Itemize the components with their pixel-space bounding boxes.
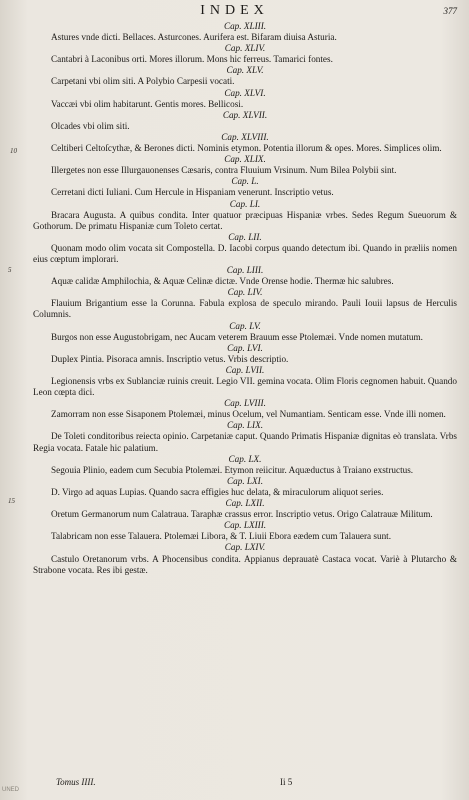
chapter-heading: Cap. XLV. bbox=[226, 65, 264, 76]
chapter-summary: Celtiberi Celtoſcythæ, & Berones dicti. Nominis etymon. Potentia illorum & opes. Mores. Simplices olim. bbox=[51, 143, 442, 154]
chapter-summary: Cerretani dicti Iuliani. Cum Hercule in Hispaniam venerunt. Inscriptio vetus. bbox=[51, 187, 334, 198]
chapter-heading: Cap. LIX. bbox=[227, 420, 263, 431]
chapter-summary: Astures vnde dicti. Bellaces. Asturcones. Aurifera est. Bifaram diuisa Asturia. bbox=[51, 32, 337, 43]
chapter-summary: De Toleti conditoribus reiecta opinio. Carpetaniæ caput. Quando Primatis Hispaniæ dignitas eò translata. Vrbs Regia vocata. Fatale hic palatium. bbox=[33, 431, 457, 453]
page-header bbox=[0, 3, 469, 21]
page-number: 377 bbox=[443, 6, 457, 16]
chapter-heading: Cap. LVIII. bbox=[224, 398, 266, 409]
margin-note: 10 bbox=[10, 147, 17, 155]
chapter-summary: Carpetani vbi olim siti. A Polybio Carpesii vocati. bbox=[51, 76, 235, 87]
chapter-heading: Cap. LVII. bbox=[225, 364, 265, 375]
chapter-heading: Cap. XLIV. bbox=[224, 43, 266, 54]
chapter-heading: Cap. LX. bbox=[228, 453, 262, 464]
library-stamp: UNED bbox=[2, 787, 20, 793]
chapter-summary: D. Virgo ad aquas Lupias. Quando sacra effigies huc delata, & miraculorum aliquot series. bbox=[51, 486, 384, 497]
chapter-summary: Zamorram non esse Sisaponem Ptolemæi, minus Ocelum, vel Numantiam. Senticam esse. Vnde illi nomen. bbox=[51, 409, 446, 420]
chapter-heading: Cap. LI. bbox=[229, 198, 261, 209]
chapter-heading: Cap. LIV. bbox=[227, 287, 263, 298]
chapter-summary: Duplex Pintia. Pisoraca amnis. Inscriptio vetus. Vrbis descriptio. bbox=[51, 353, 289, 364]
chapter-summary: Illergetes non esse Illurgauonenses Cæsaris, contra Fluuium Vrsinum. Num Bilea Polybii sint. bbox=[51, 165, 397, 176]
chapter-heading: Cap. XLVIII. bbox=[221, 131, 269, 142]
chapter-heading: Cap. XLIX. bbox=[224, 154, 266, 165]
chapter-heading: Cap. XLVII. bbox=[222, 109, 268, 120]
chapter-heading: Cap. LII. bbox=[228, 231, 262, 242]
chapter-heading: Cap. LIII. bbox=[226, 265, 264, 276]
chapter-summary: Talabricam non esse Talauera. Ptolemæi Libora, & T. Liuii Ebora eædem cum Talauera sunt. bbox=[51, 531, 392, 542]
chapter-heading: Cap. LXII. bbox=[225, 498, 265, 509]
chapter-summary: Quonam modo olim vocata sit Compostella. D. Iacobi corpus quando detectum ibi. Quando in præliis nomen eius cœptum implorari. bbox=[33, 242, 457, 264]
signature-mark: Ii 5 bbox=[280, 777, 293, 787]
volume-label: Tomus IIII. bbox=[56, 777, 96, 787]
chapter-summary: Oretum Germanorum num Calatraua. Taraphæ crassus error. Inscriptio vetus. Origo Calatrauæ Militum. bbox=[51, 509, 433, 520]
chapter-heading: Cap. LXI. bbox=[227, 475, 263, 486]
page-title: INDEX bbox=[200, 3, 269, 18]
chapter-summary: Aquæ calidæ Amphilochia, & Aquæ Celinæ dictæ. Vnde Orense hodie. Thermæ hic salubres. bbox=[51, 276, 394, 287]
chapter-summary: Olcades vbi olim siti. bbox=[51, 120, 130, 131]
chapter-summary: Legionensis vrbs ex Sublanciæ ruinis creuit. Legio VII. gemina vocata. Olim Floris cegnomen habuit. Quando Leon cœpta dici. bbox=[33, 376, 457, 398]
chapter-summary: Cantabri à Laconibus orti. Mores illorum. Mons hic ferreus. Tamarici fontes. bbox=[51, 54, 333, 65]
chapter-summary: Flauium Brigantium esse la Corunna. Fabula explosa de speculo mirando. Pauli Iouii lapsus de Herculis Columnis. bbox=[33, 298, 457, 320]
chapter-summary: Burgos non esse Augustobrigam, nec Aucam veterem Brauum esse Ptolemæi. Vnde nomen mutatum. bbox=[51, 331, 423, 342]
page-footer bbox=[56, 777, 456, 787]
chapter-heading: Cap. LVI. bbox=[227, 342, 263, 353]
chapter-heading: Cap. LV. bbox=[229, 320, 261, 331]
index-entries bbox=[33, 21, 457, 576]
chapter-summary: Castulo Oretanorum vrbs. A Phocensibus condita. Appianus deprauatè Castaca vocat. Variè à Plutarcho & Strabone vocata. Res ibi gestæ. bbox=[33, 553, 457, 575]
margin-note: 15 bbox=[8, 497, 15, 505]
margin-note: 5 bbox=[8, 266, 12, 274]
chapter-summary: Vaccæi vbi olim habitarunt. Gentis mores. Bellicosi. bbox=[51, 98, 244, 109]
chapter-heading: Cap. LXIII. bbox=[223, 520, 267, 531]
chapter-heading: Cap. XLVI. bbox=[224, 87, 266, 98]
chapter-heading: Cap. L. bbox=[231, 176, 259, 187]
chapter-heading: Cap. LXIV. bbox=[224, 542, 266, 553]
chapter-summary: Segouia Plinio, eadem cum Secubia Ptolemæi. Etymon reiicitur. Aquæductus à Traiano exstructus. bbox=[51, 464, 414, 475]
chapter-summary: Bracara Augusta. A quibus condita. Inter quatuor præcipuas Hispaniæ vrbes. Sedes Regum Sueuorum & Gothorum. De primatu Hispaniæ cum Toleto certat. bbox=[33, 209, 457, 231]
chapter-heading: Cap. XLIII. bbox=[223, 21, 267, 31]
